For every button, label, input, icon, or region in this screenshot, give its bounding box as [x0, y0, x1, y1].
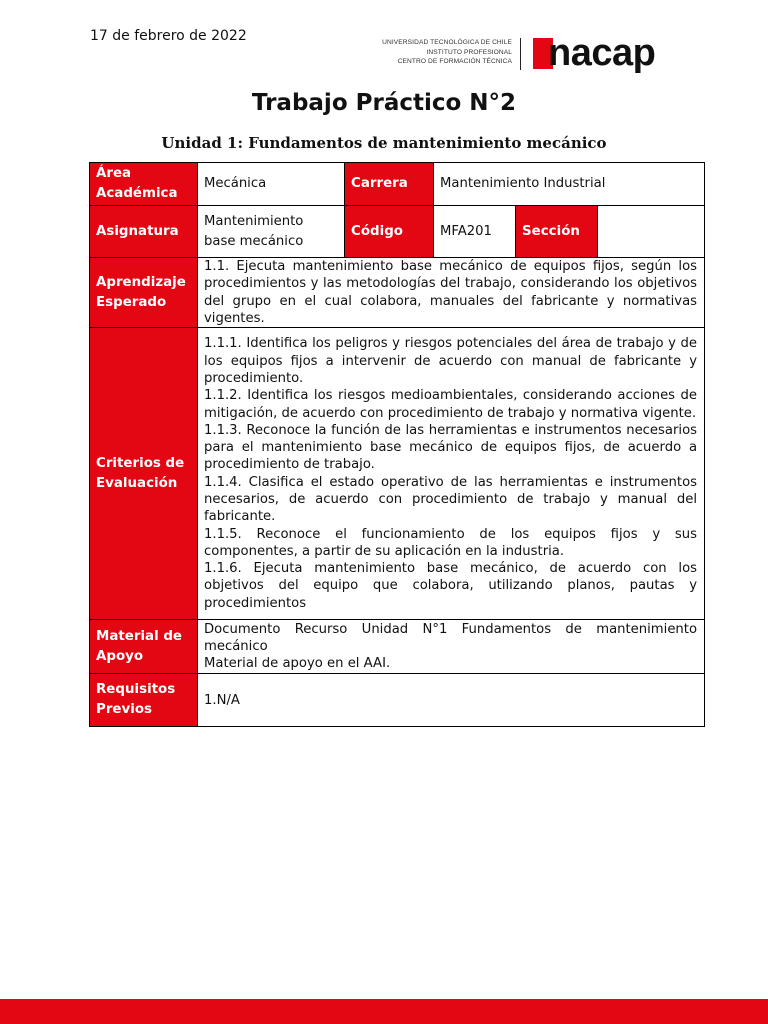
area-value: Mecánica [198, 163, 345, 206]
area-label: Área Académica [90, 163, 198, 206]
criterio-item: 1.1.4. Clasifica el estado operativo de las herramientas e instrumentos necesarios, de acuerdo con procedimiento de trabajo y manual del fabricante. [204, 474, 698, 525]
logo-line-institute: INSTITUTO PROFESIONAL [426, 48, 512, 56]
table-row-material [90, 620, 705, 674]
logo-line-university: UNIVERSIDAD TECNOLÓGICA DE CHILE [382, 39, 512, 46]
logo-wordmark: nacap [548, 32, 656, 74]
course-info-table [89, 162, 705, 727]
document-date: 17 de febrero de 2022 [90, 28, 247, 44]
criterio-item: 1.1.5. Reconoce el funcionamiento de los equipos fijos y sus componentes, a partir de su aplicación en la industria. [204, 526, 698, 559]
carrera-value: Mantenimiento Industrial [434, 163, 705, 206]
material-line: Material de apoyo en el AAI. [204, 656, 391, 672]
table-row-requisitos [90, 674, 705, 727]
requisitos-label: Requisitos Previos [90, 674, 198, 727]
seccion-label: Sección [516, 206, 598, 258]
criterios-label: Criterios de Evaluación [90, 328, 198, 620]
carrera-label: Carrera [345, 163, 434, 206]
codigo-label: Código [345, 206, 434, 258]
table-row-criterios [90, 328, 705, 620]
material-value [198, 620, 705, 674]
seccion-value [598, 206, 705, 258]
table-row-asignatura [90, 206, 705, 258]
page-subtitle: Unidad 1: Fundamentos de mantenimiento mecánico [161, 134, 607, 152]
criterio-item: 1.1.3. Reconoce la función de las herramientas e instrumentos necesarios para el mantenimiento base mecánico de equipos fijos, de acuerdo a procedimiento de trabajo. [204, 422, 698, 473]
aprendizaje-value: 1.1. Ejecuta mantenimiento base mecánico de equipos fijos, según los procedimientos y las metodologías del trabajo, considerando los objetivos del grupo en el cual colabora, manuales del fabricante y normativas vigentes. [198, 258, 705, 328]
logo-line-cft: CENTRO DE FORMACIÓN TÉCNICA [397, 58, 512, 65]
criterio-item: 1.1.6. Ejecuta mantenimiento base mecánico, de acuerdo con los objetivos del equipo que colabora, utilizando planos, pautas y procedimientos [204, 561, 698, 611]
material-line: Documento Recurso Unidad N°1 Fundamentos de mantenimiento mecánico [204, 621, 698, 655]
criterio-item: 1.1.2. Identifica los riesgos medioambientales, considerando acciones de mitigación, de acuerdo con procedimiento de trabajo y normativa vigente. [204, 388, 698, 421]
logo-institution-text [360, 38, 512, 67]
criterios-list [198, 328, 705, 620]
footer-red-bar [0, 999, 768, 1024]
aprendizaje-label: Aprendizaje Esperado [90, 258, 198, 328]
page-title: Trabajo Práctico N°2 [251, 90, 517, 116]
logo-divider [520, 38, 521, 70]
asignatura-value: Mantenimiento base mecánico [198, 206, 345, 258]
requisitos-value: 1.N/A [198, 674, 705, 727]
material-label: Material de Apoyo [90, 620, 198, 674]
table-row-area [90, 163, 705, 206]
asignatura-label: Asignatura [90, 206, 198, 258]
table-row-aprendizaje [90, 258, 705, 328]
criterio-item: 1.1.1. Identifica los peligros y riesgos potenciales del área de trabajo y de los equipos fijos a intervenir de acuerdo con manual de fabricante y procedimiento. [204, 336, 698, 386]
codigo-value: MFA201 [434, 206, 516, 258]
